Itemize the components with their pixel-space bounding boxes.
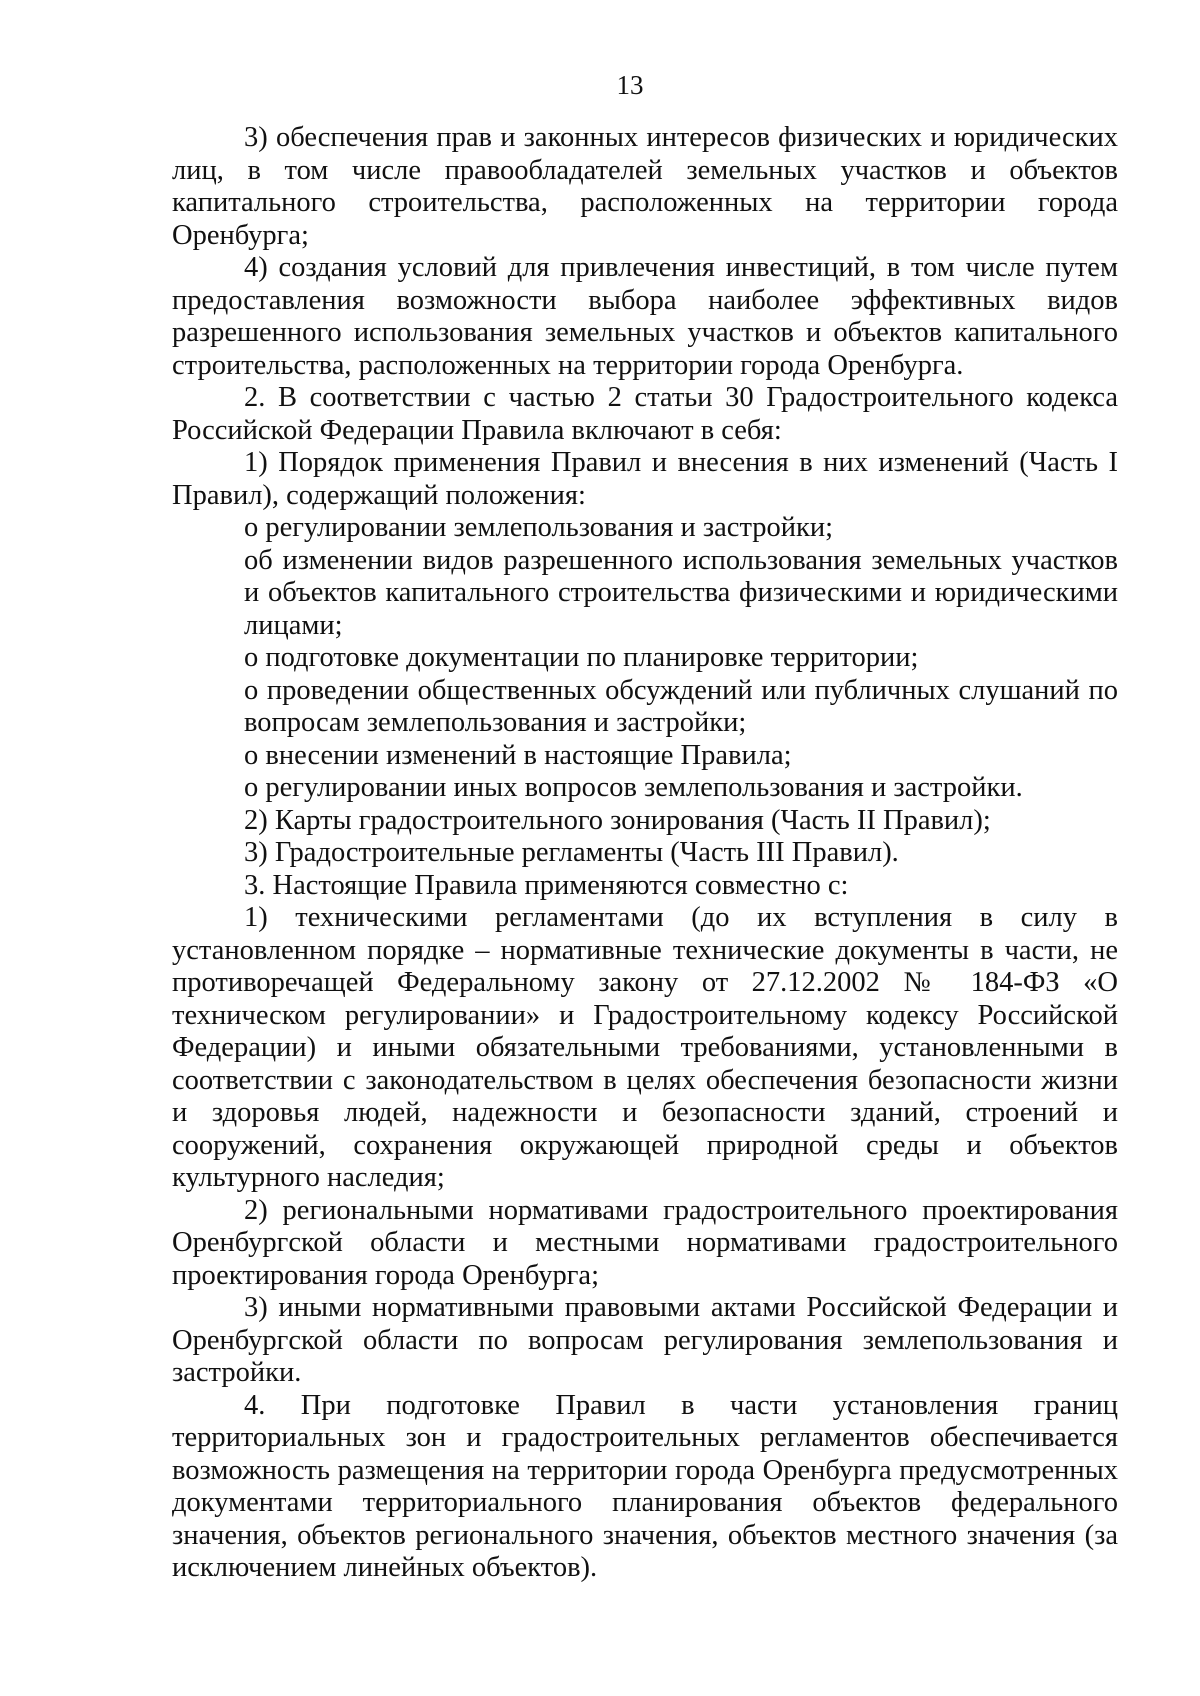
list-item: о проведении общественных обсуждений или публичных слушаний по вопросам землепользования и застройки; bbox=[244, 674, 1118, 738]
list-item: о внесении изменений в настоящие Правила; bbox=[244, 739, 792, 771]
paragraph: 3) обеспечения прав и законных интересов физических и юридических лиц, в том числе правообладателей земельных участков и объектов капитального строительства, расположенных на территории города Оренбурга; bbox=[172, 122, 1118, 251]
paragraph: 3) Градостроительные регламенты (Часть III Правил). bbox=[244, 837, 899, 868]
document-body bbox=[172, 122, 1118, 1585]
list-item: о подготовке документации по планировке территории; bbox=[244, 642, 919, 673]
list-item: об изменении видов разрешенного использования земельных участков и объектов капитального строительства физическими и юридическими лицами; bbox=[244, 544, 1118, 641]
paragraph: 1) техническими регламентами (до их вступления в силу в установленном порядке – нормативные технические документы в части, не противоречащей Федеральному закону от 27.12.2002 № 184-ФЗ «О техническом регулировании» и Градостроительному кодексу Российской Федерации) и иными обязательными требованиями, установленными в соответствии с законодательством в целях обеспечения безопасности жизни и здоровья людей, надежности и безопасности зданий, строений и сооружений, сохранения окружающей природной среды и объектов культурного наследия; bbox=[172, 902, 1118, 1193]
list-item: о регулировании землепользования и застройки; bbox=[244, 512, 834, 543]
paragraph: 2. В соответствии с частью 2 статьи 30 Градостроительного кодекса Российской Федерации Правила включают в себя: bbox=[172, 382, 1118, 446]
paragraph: 4. При подготовке Правил в части установления границ территориальных зон и градостроительных регламентов обеспечивается возможность размещения на территории города Оренбурга предусмотренных документами территориального планирования объектов федерального значения, объектов регионального значения, объектов местного значения (за исключением линейных объектов). bbox=[172, 1389, 1118, 1583]
paragraph: 2) Карты градостроительного зонирования (Часть II Правил); bbox=[244, 804, 991, 836]
paragraph: 2) региональными нормативами градостроительного проектирования Оренбургской области и местными нормативами градостроительного проектирования города Оренбурга; bbox=[172, 1194, 1118, 1291]
paragraph: 3. Настоящие Правила применяются совместно с: bbox=[244, 869, 849, 901]
paragraph: 3) иными нормативными правовыми актами Российской Федерации и Оренбургской области по вопросам регулирования землепользования и застройки. bbox=[172, 1292, 1118, 1388]
paragraph: 1) Порядок применения Правил и внесения в них изменений (Часть I Правил), содержащий положения: bbox=[172, 447, 1118, 511]
list-item: о регулировании иных вопросов землепользования и застройки. bbox=[244, 772, 1023, 803]
paragraph: 4) создания условий для привлечения инвестиций, в том числе путем предоставления возможности выбора наиболее эффективных видов разрешенного использования земельных участков и объектов капитального строительства, расположенных на территории города Оренбурга. bbox=[172, 252, 1118, 381]
page-number: 13 bbox=[616, 70, 644, 100]
